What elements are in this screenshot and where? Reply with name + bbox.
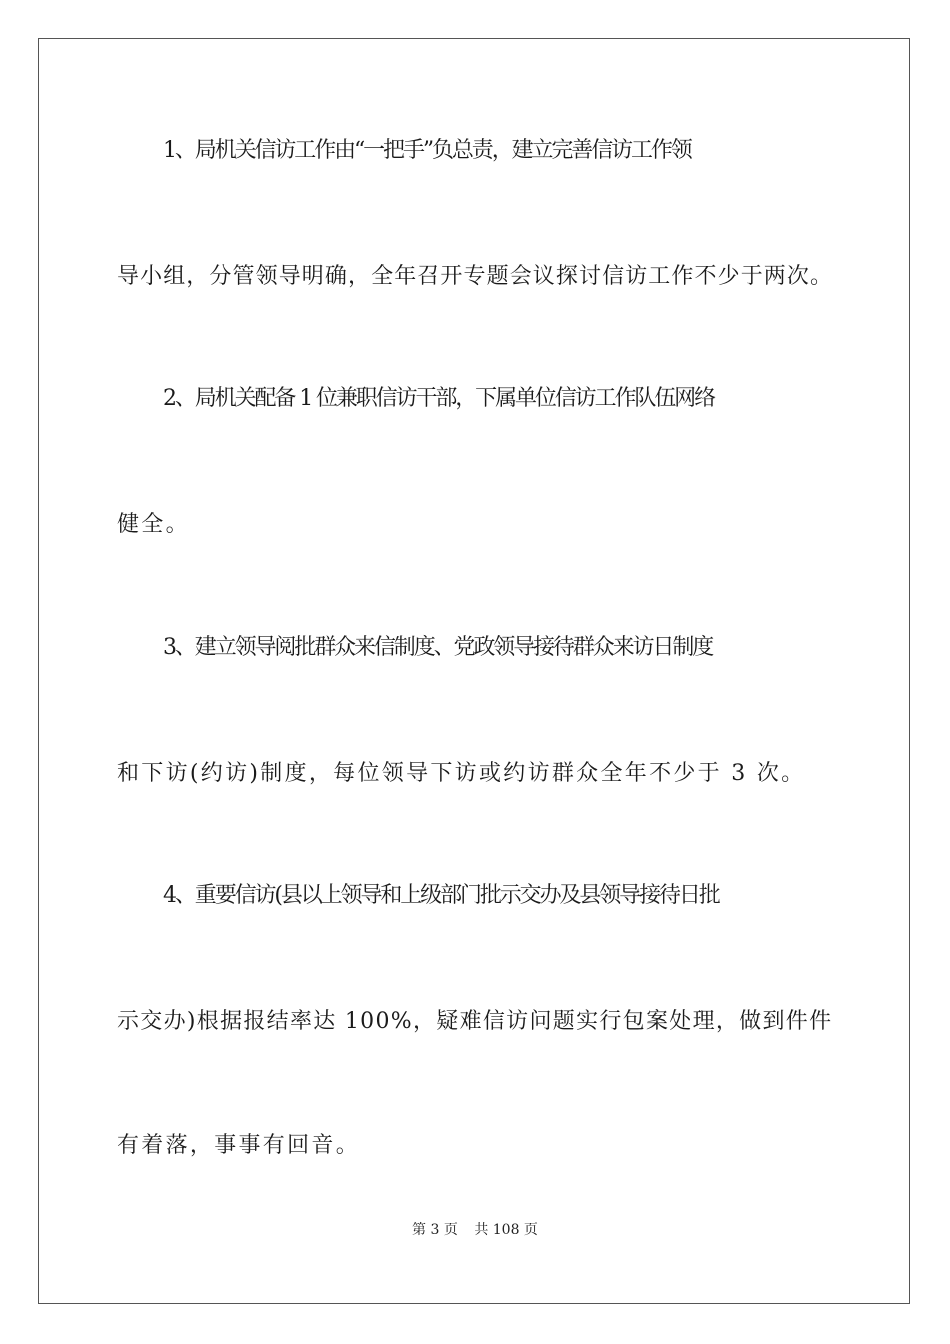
page-footer	[0, 1220, 950, 1240]
paragraph-4-line-1: 4、重要信访(县以上领导和上级部门批示交办及县领导接待日批	[163, 883, 719, 908]
paragraph-3-line-1: 3、建立领导阅批群众来信制度、党政领导接待群众来访日制度	[163, 635, 713, 660]
page-total: 共 108 页	[474, 1222, 538, 1238]
paragraph-1-line-1: 1、局机关信访工作由“一把手”负总责，建立完善信访工作领	[163, 138, 691, 163]
page-frame	[38, 38, 910, 1304]
paragraph-2-line-1: 2、局机关配备 1 位兼职信访干部，下属单位信访工作队伍网络	[163, 386, 714, 411]
paragraph-4-line-3: 有着落，事事有回音。	[117, 1133, 361, 1158]
paragraph-3-line-2: 和下访(约访)制度，每位领导下访或约访群众全年不少于 3 次。	[117, 761, 806, 786]
paragraph-4-line-2: 示交办)根据报结率达 100%，疑难信访问题实行包案处理，做到件件	[117, 1009, 833, 1034]
page-number: 第 3 页	[412, 1222, 458, 1238]
paragraph-1-line-2: 导小组，分管领导明确，全年召开专题会议探讨信访工作不少于两次。	[117, 264, 834, 289]
paragraph-2-line-2: 健全。	[117, 512, 190, 537]
